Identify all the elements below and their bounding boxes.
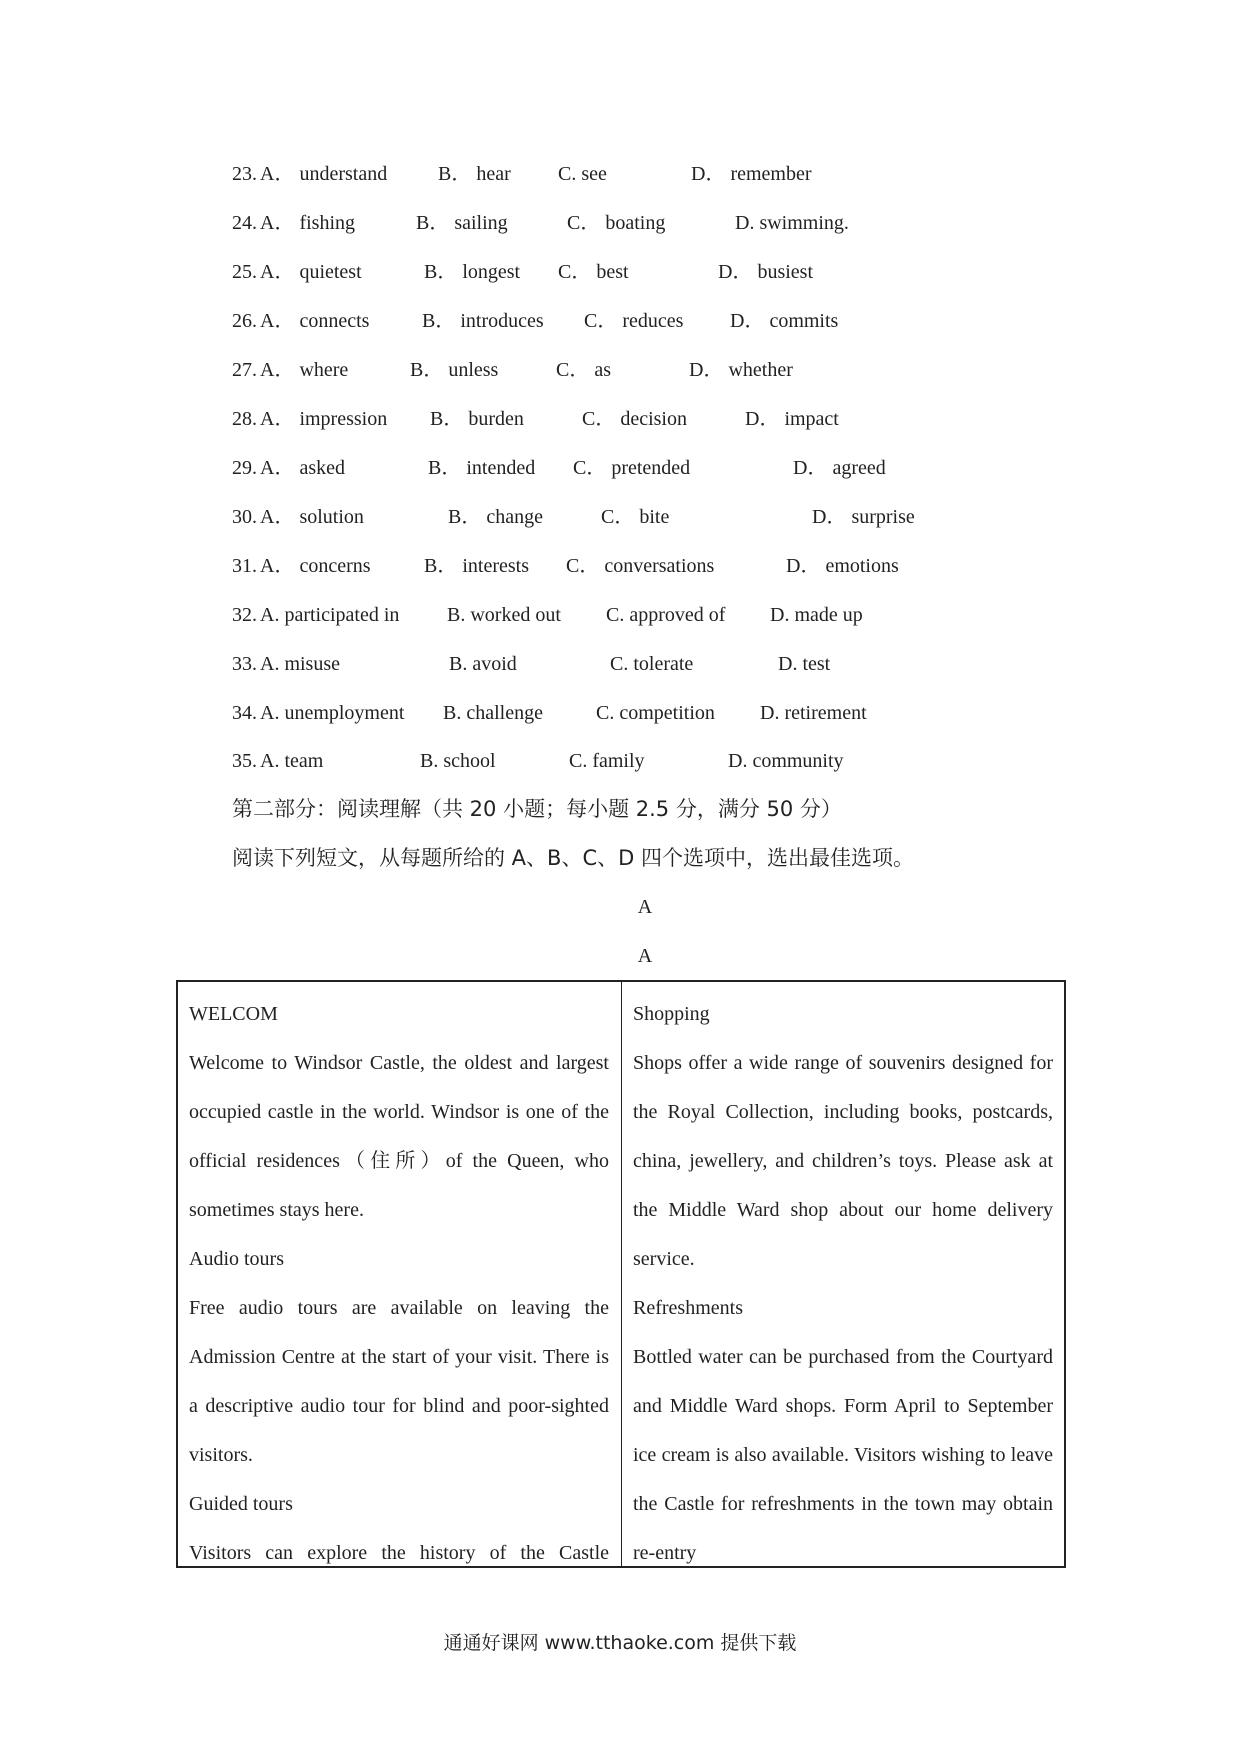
question-number: 29.: [232, 457, 257, 479]
question-number: 23.: [232, 163, 257, 185]
option-d: D． busiest: [718, 261, 813, 283]
option-d: D． emotions: [786, 555, 899, 577]
passage-left-column: [189, 990, 609, 1578]
option-d: D． surprise: [812, 506, 915, 528]
option-d: D． remember: [691, 163, 812, 185]
option-d: D． commits: [730, 310, 839, 332]
page-footer: 通通好课网 www.tthaoke.com 提供下载: [443, 1632, 797, 1654]
section-heading: 第二部分：阅读理解（共 20 小题；每小题 2.5 分，满分 50 分）: [232, 797, 842, 821]
option-b: B. worked out: [447, 604, 561, 626]
option-c: C． bite: [601, 506, 670, 528]
option-a: A． where: [260, 359, 349, 381]
option-c: C． boating: [567, 212, 666, 234]
guided-tours-text: Visitors can explore the history of the Castle: [189, 1542, 609, 1564]
passage-label: A: [637, 896, 653, 918]
option-a: A． quietest: [260, 261, 362, 283]
option-c: C． as: [556, 359, 611, 381]
question-number: 24.: [232, 212, 257, 234]
option-d: D. made up: [770, 604, 863, 626]
option-d: D． whether: [689, 359, 793, 381]
option-b: B． sailing: [416, 212, 508, 234]
question-number: 32.: [232, 604, 257, 626]
option-a: A． understand: [260, 163, 388, 185]
option-b: B． hear: [438, 163, 511, 185]
option-b: B． interests: [424, 555, 529, 577]
option-d: D. swimming.: [735, 212, 849, 234]
option-b: B． unless: [410, 359, 499, 381]
option-c: C. see: [558, 163, 607, 185]
option-c: C． decision: [582, 408, 687, 430]
welcome-text: Welcome to Windsor Castle, the oldest and largest occupied castle in the world. Windsor is one of the official residences（住所）of the Queen, who sometimes stays here.: [189, 1052, 609, 1221]
passage-label: A: [637, 945, 653, 967]
option-a: A． concerns: [260, 555, 371, 577]
refreshments-text: Bottled water can be purchased from the Courtyard and Middle Ward shops. Form April to September ice cream is also available. Visitors wishing to leave the Castle for refreshments in the town may obtain re-entry: [633, 1346, 1053, 1564]
option-d: D． impact: [745, 408, 839, 430]
option-a: A. unemployment: [260, 702, 405, 724]
option-d: D. retirement: [760, 702, 867, 724]
option-a: A． impression: [260, 408, 388, 430]
option-b: B. school: [420, 750, 496, 772]
option-c: C． pretended: [573, 457, 691, 479]
column-divider: [621, 982, 622, 1566]
option-b: B． change: [448, 506, 543, 528]
question-number: 26.: [232, 310, 257, 332]
passage-right-column: [633, 990, 1053, 1578]
option-c: C． best: [558, 261, 629, 283]
option-c: C. competition: [596, 702, 715, 724]
audio-tours-heading: Audio tours: [189, 1248, 284, 1270]
option-a: A． asked: [260, 457, 345, 479]
option-d: D. community: [728, 750, 844, 772]
shopping-text: Shops offer a wide range of souvenirs designed for the Royal Collection, including books, postcards, china, jewellery, and children’s toys. Please ask at the Middle Ward shop about our home delivery service.: [633, 1052, 1053, 1270]
question-number: 28.: [232, 408, 257, 430]
option-c: C． conversations: [566, 555, 715, 577]
option-b: B． longest: [424, 261, 521, 283]
passage-table: [176, 980, 1066, 1568]
option-b: B． intended: [428, 457, 536, 479]
guided-tours-heading: Guided tours: [189, 1493, 293, 1515]
option-b: B. avoid: [449, 653, 517, 675]
audio-tours-text: Free audio tours are available on leaving the Admission Centre at the start of your visit. There is a descriptive audio tour for blind and poor-sighted visitors.: [189, 1297, 609, 1466]
option-c: C. tolerate: [610, 653, 694, 675]
section-instruction: 阅读下列短文，从每题所给的 A、B、C、D 四个选项中，选出最佳选项。: [232, 846, 914, 870]
option-b: B． burden: [430, 408, 524, 430]
option-a: A． connects: [260, 310, 370, 332]
option-c: C． reduces: [584, 310, 684, 332]
question-number: 25.: [232, 261, 257, 283]
option-a: A. misuse: [260, 653, 340, 675]
refreshments-heading: Refreshments: [633, 1297, 743, 1319]
question-number: 34.: [232, 702, 257, 724]
question-number: 30.: [232, 506, 257, 528]
option-a: A． solution: [260, 506, 364, 528]
option-b: B． introduces: [422, 310, 544, 332]
welcome-heading: WELCOM: [189, 1003, 278, 1025]
option-a: A． fishing: [260, 212, 355, 234]
option-d: D. test: [778, 653, 831, 675]
question-number: 27.: [232, 359, 257, 381]
option-b: B. challenge: [443, 702, 543, 724]
option-c: C. family: [569, 750, 645, 772]
question-number: 31.: [232, 555, 257, 577]
option-a: A. team: [260, 750, 324, 772]
option-a: A. participated in: [260, 604, 400, 626]
shopping-heading: Shopping: [633, 1003, 710, 1025]
option-c: C. approved of: [606, 604, 726, 626]
question-number: 33.: [232, 653, 257, 675]
option-d: D． agreed: [793, 457, 886, 479]
question-number: 35.: [232, 750, 257, 772]
